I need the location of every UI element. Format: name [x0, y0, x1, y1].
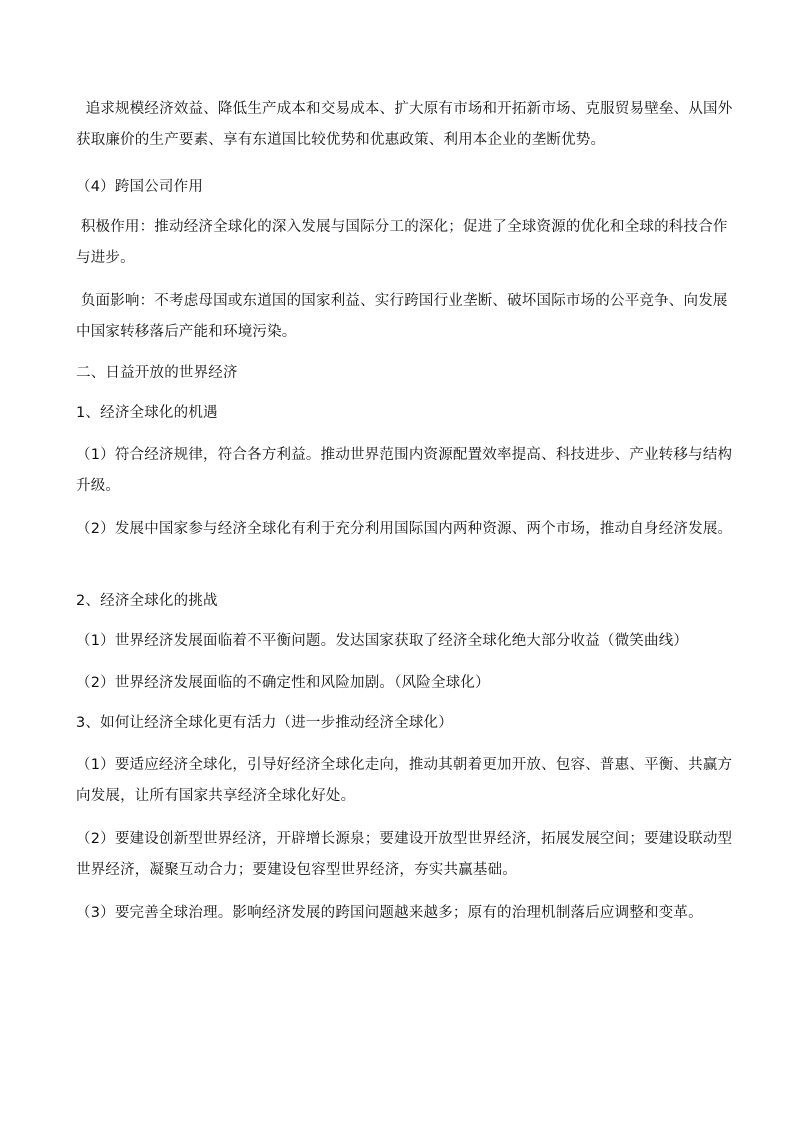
paragraph-vitality-3: （3）要完善全球治理。影响经济发展的跨国问题越来越多；原有的治理机制落后应调整和变革。 — [76, 905, 703, 921]
paragraph-opportunity-1: （1）符合经济规律，符合各方利益。推动世界范围内资源配置效率提高、科技进步、产业转移与结构升级。 — [76, 447, 733, 494]
heading-globalization-challenges: 2、经济全球化的挑战 — [76, 593, 218, 609]
heading-mnc-role: （4）跨国公司作用 — [76, 179, 204, 195]
paragraph-challenge-1: （1）世界经济发展面临着不平衡问题。发达国家获取了经济全球化绝大部分收益（微笑曲线） — [76, 633, 689, 649]
section-heading-open-world-economy: 二、日益开放的世界经济 — [76, 365, 238, 381]
paragraph-challenge-2: （2）世界经济发展面临的不确定性和风险加剧。（风险全球化） — [76, 675, 490, 691]
paragraph-negative-effects: 负面影响：不考虑母国或东道国的国家利益、实行跨国行业垄断、破坏国际市场的公平竞争、向发展中国家转移落后产能和环境污染。 — [76, 293, 728, 340]
paragraph-opportunity-2: （2）发展中国家参与经济全球化有利于充分利用国际国内两种资源、两个市场，推动自身经济发展。 — [76, 521, 733, 537]
paragraph-investment-motives: 追求规模经济效益、降低生产成本和交易成本、扩大原有市场和开拓新市场、克服贸易壁垒、从国外获取廉价的生产要素、享有东道国比较优势和优惠政策、利用本企业的垄断优势。 — [76, 101, 733, 148]
heading-globalization-opportunities: 1、经济全球化的机遇 — [76, 405, 218, 421]
paragraph-vitality-1: （1）要适应经济全球化，引导好经济全球化走向，推动其朝着更加开放、包容、普惠、平衡、共赢方向发展，让所有国家共享经济全球化好处。 — [76, 757, 733, 804]
heading-globalization-vitality: 3、如何让经济全球化更有活力（进一步推动经济全球化） — [76, 715, 453, 731]
paragraph-vitality-2: （2）要建设创新型世界经济，开辟增长源泉；要建设开放型世界经济，拓展发展空间；要建设联动型世界经济，凝聚互动合力；要建设包容型世界经济，夯实共赢基础。 — [76, 831, 733, 878]
paragraph-positive-effects: 积极作用：推动经济全球化的深入发展与国际分工的深化；促进了全球资源的优化和全球的科技合作与进步。 — [76, 219, 728, 266]
